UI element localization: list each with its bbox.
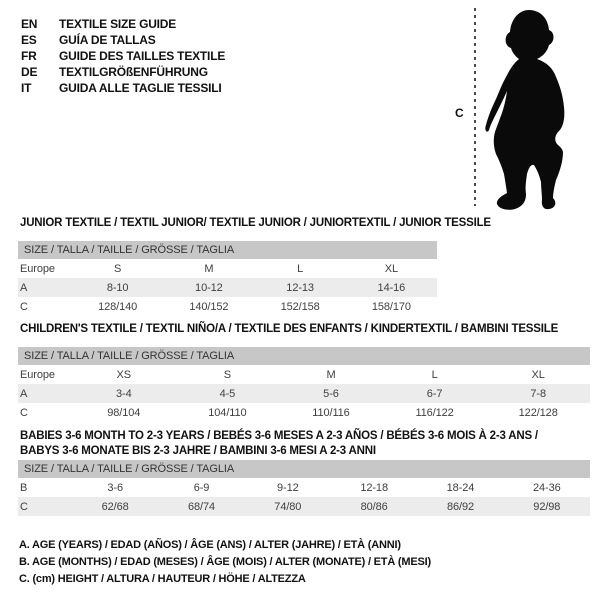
language-row-en	[21, 16, 225, 32]
table-cell: 5-6	[279, 384, 383, 403]
footnote-b: B. AGE (MONTHS) / EDAD (MESES) / ÂGE (MOIS) / ALTER (MONATE) / ETÀ (MESI)	[19, 556, 431, 568]
language-code: ES	[21, 33, 37, 47]
table-cell: 12-18	[360, 481, 388, 494]
row-label: A	[18, 384, 72, 403]
table-row-height	[18, 403, 590, 422]
table-cell: 3-6	[107, 481, 123, 494]
language-title-list	[21, 16, 225, 96]
table-cell: 68/74	[158, 497, 244, 516]
table-cell: 104/110	[208, 406, 247, 419]
language-title: TEXTILE SIZE GUIDE	[59, 17, 177, 31]
table-cell: XL	[531, 368, 545, 381]
size-header-cell: SIZE / TALLA / TAILLE / GRÖSSE / TAGLIA	[18, 460, 590, 478]
language-row-es	[21, 32, 225, 48]
table-cell: 8-10	[72, 278, 163, 297]
junior-size-table	[18, 241, 437, 316]
children-size-section	[18, 323, 590, 422]
table-row-age-months	[18, 478, 590, 497]
row-label: C	[20, 300, 28, 313]
table-cell: 7-8	[486, 384, 590, 403]
table-row-europe	[18, 259, 437, 278]
table-cell: 110/116	[312, 406, 350, 419]
toddler-silhouette-image	[481, 4, 571, 211]
row-label: A	[18, 278, 72, 297]
children-size-table	[18, 347, 590, 422]
babies-title-line2: BABYS 3-6 MONATE BIS 2-3 JAHRE / BAMBINI 3-6 MESI A 2-3 ANNI	[20, 445, 376, 457]
babies-size-table	[18, 460, 590, 516]
table-cell: 6-9	[193, 481, 210, 494]
junior-table-title: JUNIOR TEXTILE / TEXTIL JUNIOR/ TEXTILE JUNIOR / JUNIORTEXTIL / JUNIOR TESSILE	[20, 217, 491, 229]
table-cell: M	[204, 262, 214, 275]
footnote-a: A. AGE (YEARS) / EDAD (AÑOS) / ÂGE (ANS) / ALTER (JAHRE) / ETÀ (ANNI)	[19, 539, 401, 551]
size-header-row	[18, 241, 437, 259]
table-cell: M	[326, 368, 336, 381]
table-cell: 128/140	[98, 300, 138, 313]
table-cell: XS	[116, 368, 132, 381]
row-label: Europe	[20, 262, 55, 275]
table-cell: 122/128	[518, 406, 558, 419]
language-code: EN	[21, 17, 38, 31]
babies-size-section	[18, 429, 590, 516]
table-cell: 80/86	[331, 497, 417, 516]
table-cell: 14-16	[346, 278, 437, 297]
table-cell: 140/152	[189, 300, 229, 313]
language-code: FR	[21, 49, 37, 63]
junior-size-section	[18, 217, 491, 316]
language-row-de	[21, 64, 225, 80]
table-cell: 62/68	[72, 497, 158, 516]
size-header-row	[18, 460, 590, 478]
language-title: GUÍA DE TALLAS	[59, 33, 156, 47]
table-cell: 116/122	[415, 406, 454, 419]
language-title: GUIDA ALLE TAGLIE TESSILI	[59, 81, 222, 95]
size-header-cell: SIZE / TALLA / TAILLE / GRÖSSE / TAGLIA	[18, 241, 437, 259]
row-label: B	[20, 481, 28, 494]
table-row-age	[18, 278, 437, 297]
babies-title-line1: BABIES 3-6 MONTH TO 2-3 YEARS / BEBÉS 3-6 MESES A 2-3 AÑOS / BÉBÉS 3-6 MOIS À 2-3 ANS /	[20, 430, 538, 442]
table-cell: 3-4	[72, 384, 176, 403]
table-row-europe	[18, 365, 590, 384]
table-cell: 9-12	[277, 481, 299, 494]
footnote-c: C. (cm) HEIGHT / ALTURA / HAUTEUR / HÖHE / ALTEZZA	[19, 573, 306, 585]
table-row-height	[18, 297, 437, 316]
children-table-title: CHILDREN'S TEXTILE / TEXTIL NIÑO/A / TEXTILE DES ENFANTS / KINDERTEXTIL / BAMBINI TESSILE	[20, 323, 559, 335]
table-cell: 74/80	[245, 497, 331, 516]
row-label: Europe	[20, 368, 55, 381]
table-row-height	[18, 497, 590, 516]
table-cell: 158/170	[371, 300, 411, 313]
language-code: DE	[21, 65, 38, 79]
language-row-fr	[21, 48, 225, 64]
table-cell: 92/98	[504, 497, 590, 516]
table-cell: 152/158	[280, 300, 320, 313]
babies-table-title	[20, 429, 590, 459]
language-code: IT	[21, 81, 32, 95]
language-title: TEXTILGRÖßENFÜHRUNG	[59, 65, 208, 79]
table-cell: L	[297, 262, 304, 275]
size-header-cell: SIZE / TALLA / TAILLE / GRÖSSE / TAGLIA	[18, 347, 590, 365]
height-measure-label: C	[455, 106, 464, 120]
row-label: C	[20, 406, 28, 419]
table-row-age	[18, 384, 590, 403]
table-cell: 24-36	[533, 481, 561, 494]
language-row-it	[21, 80, 225, 96]
table-cell: S	[223, 368, 232, 381]
size-header-row	[18, 347, 590, 365]
table-cell: 6-7	[383, 384, 487, 403]
language-title: GUIDE DES TAILLES TEXTILE	[59, 49, 226, 63]
table-cell: L	[431, 368, 438, 381]
height-measure-dashed-line	[474, 8, 476, 206]
table-cell: 12-13	[255, 278, 346, 297]
table-cell: 10-12	[163, 278, 254, 297]
footnote-legend	[19, 537, 431, 588]
table-cell: XL	[384, 262, 398, 275]
table-cell: 18-24	[446, 481, 475, 494]
table-cell: 86/92	[417, 497, 503, 516]
table-cell: S	[114, 262, 122, 275]
row-label: C	[18, 497, 72, 516]
table-cell: 4-5	[176, 384, 280, 403]
table-cell: 98/104	[107, 406, 141, 419]
